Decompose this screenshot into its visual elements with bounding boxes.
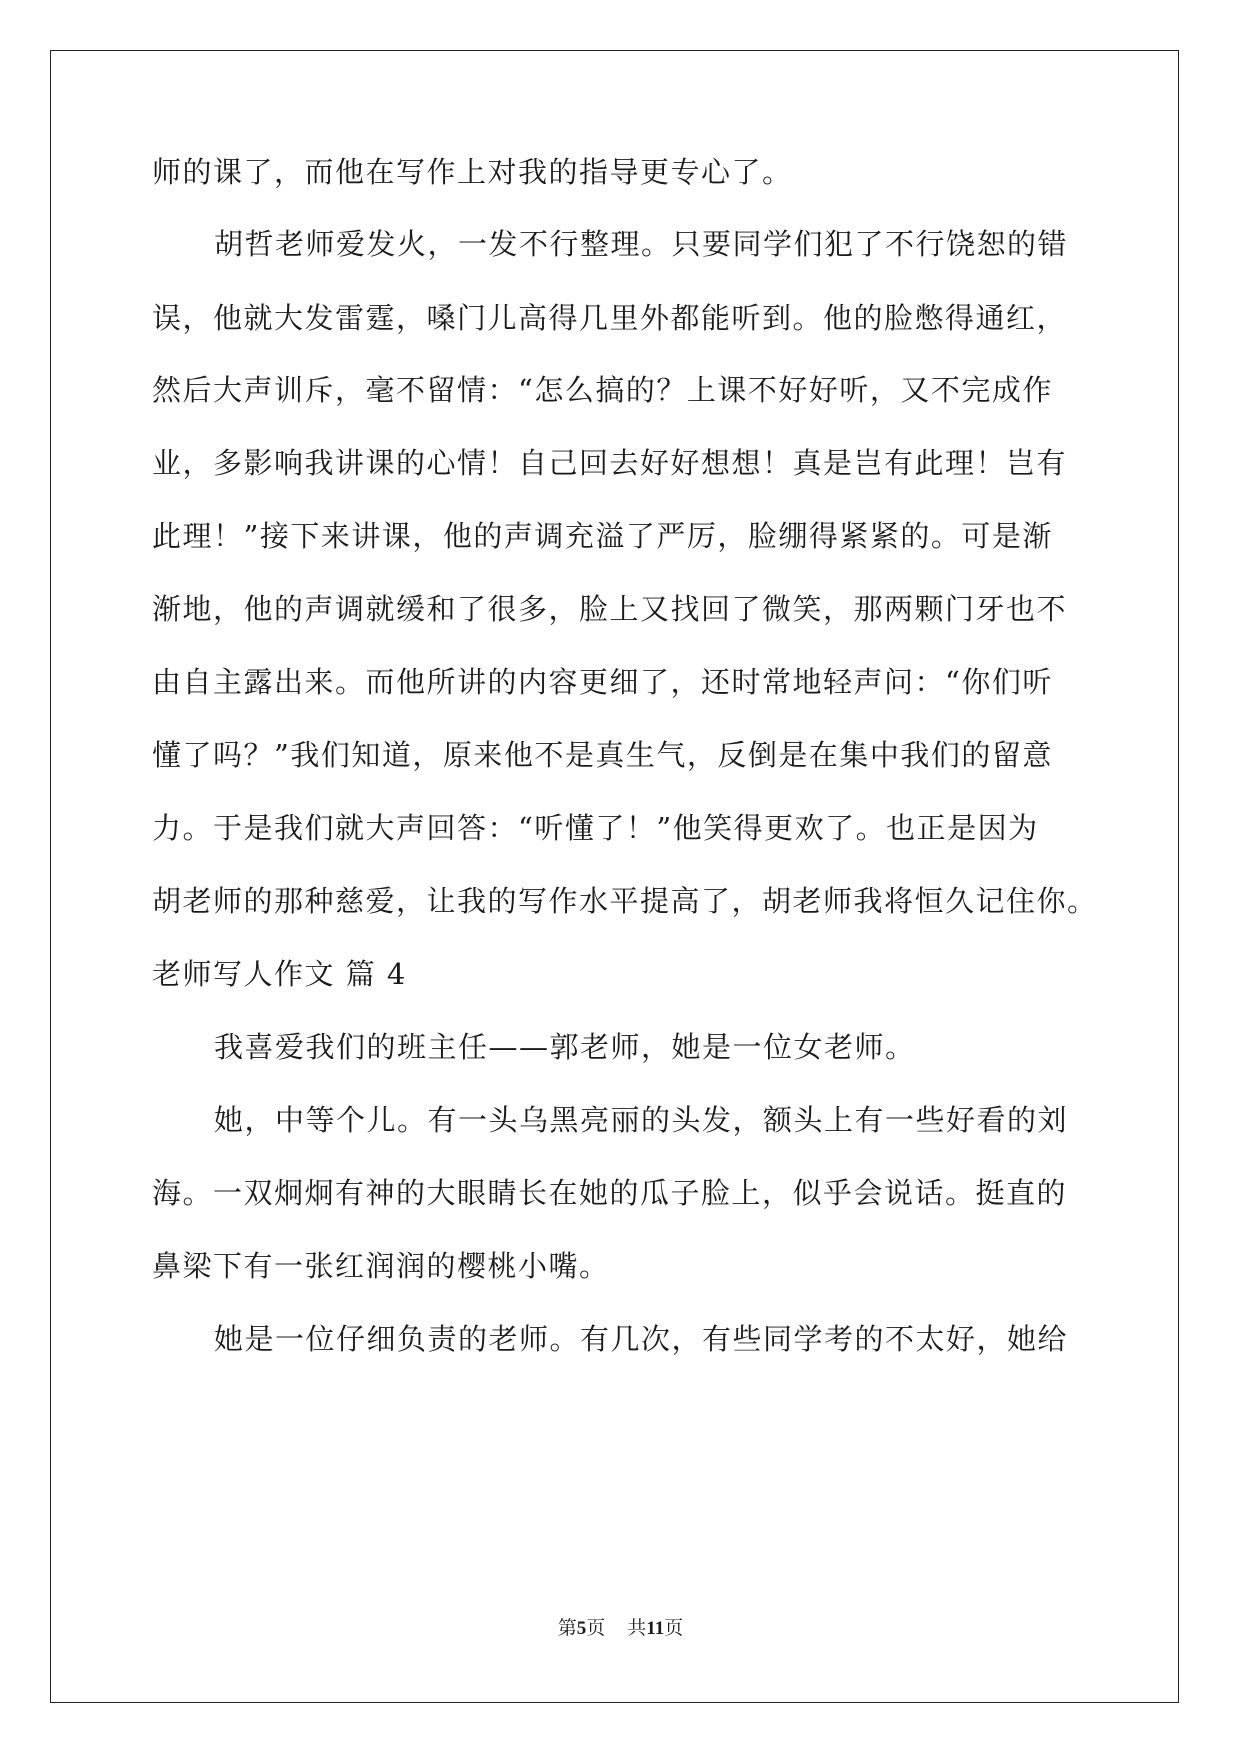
page-number: 5 xyxy=(576,1618,587,1639)
paragraph-first-line: 她，中等个儿。有一头乌黑亮丽的头发，额头上有一些好看的刘 xyxy=(214,1103,1069,1137)
total-pages: 11 xyxy=(646,1618,665,1639)
paragraph-first-line: 胡哲老师爱发火，一发不行整理。只要同学们犯了不行饶恕的错 xyxy=(214,227,1069,261)
text-line: 由自主露出来。而他所讲的内容更细了，还时常地轻声问：“你们听 xyxy=(152,665,1053,699)
text-line: 海。一双炯炯有神的大眼睛长在她的瓜子脸上，似乎会说话。挺直的 xyxy=(152,1176,1068,1210)
paragraph-first-line: 我喜爱我们的班主任——郭老师，她是一位女老师。 xyxy=(214,1030,916,1064)
text-line: 然后大声训斥，毫不留情：“怎么搞的？上课不好好听，又不完成作 xyxy=(152,373,1053,407)
page-suffix: 页 xyxy=(586,1618,606,1639)
total-prefix: 共 xyxy=(627,1618,647,1639)
text-line: 懂了吗？”我们知道，原来他不是真生气，反倒是在集中我们的留意 xyxy=(152,738,1053,772)
text-line: 误，他就大发雷霆，嗓门儿高得几里外都能听到。他的脸憋得通红， xyxy=(152,301,1068,335)
paragraph-first-line: 她是一位仔细负责的老师。有几次，有些同学考的不太好，她给 xyxy=(214,1322,1069,1356)
page-footer xyxy=(0,1616,1241,1642)
text-line: 业，多影响我讲课的心情！自己回去好好想想！真是岂有此理！岂有 xyxy=(152,446,1068,480)
text-line: 胡老师的那种慈爱，让我的写作水平提高了，胡老师我将恒久记住你。 xyxy=(152,884,1098,918)
section-heading: 老师写人作文 篇 4 xyxy=(152,957,407,991)
text-line: 渐地，他的声调就缓和了很多，脸上又找回了微笑，那两颗门牙也不 xyxy=(152,592,1068,626)
total-suffix: 页 xyxy=(664,1618,684,1639)
text-line: 力。于是我们就大声回答：“听懂了！”他笑得更欢了。也正是因为 xyxy=(152,811,1039,845)
text-line: 鼻梁下有一张红润润的樱桃小嘴。 xyxy=(152,1249,610,1283)
page-prefix: 第 xyxy=(557,1618,577,1639)
text-line: 此理！”接下来讲课，他的声调充溢了严厉，脸绷得紧紧的。可是渐 xyxy=(152,519,1053,553)
text-line: 师的课了，而他在写作上对我的指导更专心了。 xyxy=(152,155,793,189)
